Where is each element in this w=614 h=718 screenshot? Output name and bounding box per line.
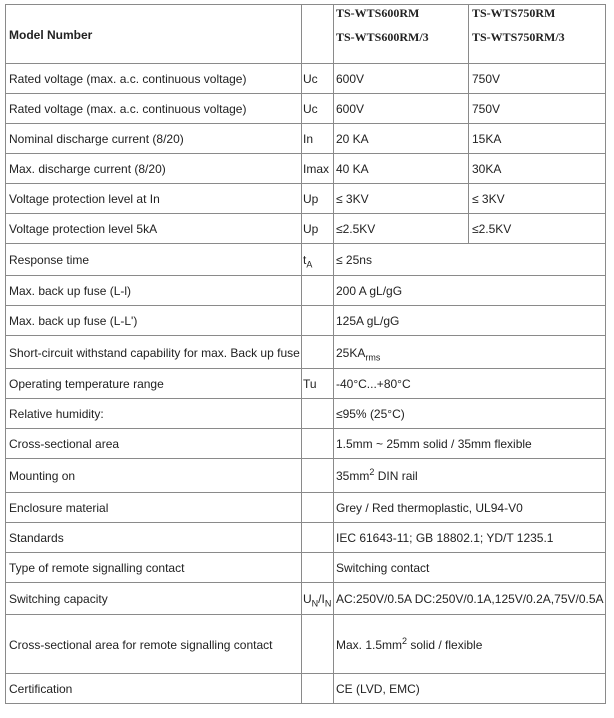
value-cell: ≤ 3KV bbox=[469, 184, 606, 214]
param-cell: Mounting on bbox=[6, 459, 302, 493]
table-row bbox=[6, 214, 606, 244]
model-name: TS-WTS600RM/3 bbox=[336, 30, 429, 44]
table-row bbox=[6, 306, 606, 336]
symbol-cell: In bbox=[302, 124, 334, 154]
param-cell: Certification bbox=[6, 674, 302, 704]
value-cell: ≤ 3KV bbox=[334, 184, 469, 214]
table-row bbox=[6, 154, 606, 184]
value-cell: 600V bbox=[334, 64, 469, 94]
value-sup: 2 bbox=[369, 467, 375, 477]
table-row bbox=[6, 64, 606, 94]
value-cell: CE (LVD, EMC) bbox=[334, 674, 606, 704]
table-row bbox=[6, 336, 606, 369]
table-row bbox=[6, 429, 606, 459]
table-row bbox=[6, 523, 606, 553]
table-row bbox=[6, 674, 606, 704]
value-cell: Grey / Red thermoplastic, UL94-V0 bbox=[334, 493, 606, 523]
value-post: solid / flexible bbox=[407, 637, 483, 652]
value-cell: 125A gL/gG bbox=[334, 306, 606, 336]
symbol-sub: A bbox=[306, 259, 313, 270]
symbol-cell: Up bbox=[302, 214, 334, 244]
symbol-cell bbox=[302, 399, 334, 429]
value-sup: 2 bbox=[402, 635, 408, 646]
symbol-cell: Uc bbox=[302, 64, 334, 94]
symbol-cell bbox=[302, 493, 334, 523]
table-row bbox=[6, 459, 606, 493]
table-row bbox=[6, 94, 606, 124]
value-cell: IEC 61643-11; GB 18802.1; YD/T 1235.1 bbox=[334, 523, 606, 553]
value-main: 25KA bbox=[336, 345, 366, 360]
value-cell: 1.5mm ~ 25mm solid / 35mm flexible bbox=[334, 429, 606, 459]
value-cell bbox=[334, 459, 606, 493]
symbol-cell bbox=[302, 674, 334, 704]
param-cell: Nominal discharge current (8/20) bbox=[6, 124, 302, 154]
value-cell: Switching contact bbox=[334, 553, 606, 583]
symbol-cell: Imax bbox=[302, 154, 334, 184]
table-row bbox=[6, 244, 606, 276]
table-row bbox=[6, 553, 606, 583]
symbol-u: U bbox=[303, 592, 312, 606]
table-row bbox=[6, 369, 606, 399]
value-pre: Max. 1.5mm bbox=[336, 637, 403, 652]
value-cell: AC:250V/0.5A DC:250V/0.1A,125V/0.2A,75V/0.5A bbox=[334, 583, 606, 615]
value-cell: 15KA bbox=[469, 124, 606, 154]
param-cell: Cross-sectional area for remote signalling contact bbox=[6, 615, 302, 674]
model-col-1 bbox=[334, 5, 469, 64]
value-post: DIN rail bbox=[374, 469, 418, 483]
param-cell: Switching capacity bbox=[6, 583, 302, 615]
symbol-cell bbox=[302, 336, 334, 369]
symbol-cell bbox=[302, 429, 334, 459]
param-cell: Operating temperature range bbox=[6, 369, 302, 399]
value-cell: 200 A gL/gG bbox=[334, 276, 606, 306]
value-cell: ≤2.5KV bbox=[469, 214, 606, 244]
value-cell: 30KA bbox=[469, 154, 606, 184]
param-cell: Voltage protection level 5kA bbox=[6, 214, 302, 244]
model-name: TS-WTS600RM bbox=[336, 6, 420, 20]
symbol-sub: N bbox=[324, 598, 332, 609]
model-col-2 bbox=[469, 5, 606, 64]
value-cell bbox=[334, 615, 606, 674]
value-cell: ≤95% (25°C) bbox=[334, 399, 606, 429]
param-cell: Standards bbox=[6, 523, 302, 553]
param-cell: Max. discharge current (8/20) bbox=[6, 154, 302, 184]
param-cell: Relative humidity: bbox=[6, 399, 302, 429]
param-cell: Rated voltage (max. a.c. continuous voltage) bbox=[6, 94, 302, 124]
value-cell: 600V bbox=[334, 94, 469, 124]
model-name: TS-WTS750RM bbox=[472, 6, 556, 20]
value-cell: ≤ 25ns bbox=[334, 244, 606, 276]
param-cell: Max. back up fuse (L-l) bbox=[6, 276, 302, 306]
header-symbol-cell bbox=[302, 5, 334, 64]
symbol-main: t bbox=[303, 253, 307, 267]
table-row bbox=[6, 124, 606, 154]
symbol-cell bbox=[302, 615, 334, 674]
table-row bbox=[6, 615, 606, 674]
table-row bbox=[6, 276, 606, 306]
table-row bbox=[6, 184, 606, 214]
value-pre: 35mm bbox=[336, 469, 370, 483]
param-cell: Cross-sectional area bbox=[6, 429, 302, 459]
symbol-cell bbox=[302, 459, 334, 493]
model-number-label: Model Number bbox=[6, 5, 302, 64]
symbol-cell bbox=[302, 276, 334, 306]
header-row bbox=[6, 5, 606, 64]
symbol-cell bbox=[302, 306, 334, 336]
table-row bbox=[6, 399, 606, 429]
symbol-cell bbox=[302, 244, 334, 276]
param-cell: Rated voltage (max. a.c. continuous voltage) bbox=[6, 64, 302, 94]
table-row bbox=[6, 493, 606, 523]
symbol-sub: N bbox=[311, 598, 319, 609]
symbol-cell bbox=[302, 523, 334, 553]
value-cell: ≤2.5KV bbox=[334, 214, 469, 244]
spec-table bbox=[5, 4, 606, 704]
symbol-cell: Uc bbox=[302, 94, 334, 124]
value-sub: rms bbox=[365, 351, 381, 362]
param-cell: Enclosure material bbox=[6, 493, 302, 523]
value-cell: 750V bbox=[469, 64, 606, 94]
param-cell: Max. back up fuse (L-L') bbox=[6, 306, 302, 336]
param-cell: Type of remote signalling contact bbox=[6, 553, 302, 583]
symbol-slash: /I bbox=[318, 592, 325, 606]
value-cell: 40 KA bbox=[334, 154, 469, 184]
symbol-cell bbox=[302, 583, 334, 615]
symbol-cell bbox=[302, 553, 334, 583]
value-cell: -40°C...+80°C bbox=[334, 369, 606, 399]
model-name: TS-WTS750RM/3 bbox=[472, 30, 565, 44]
table-row bbox=[6, 583, 606, 615]
value-cell bbox=[334, 336, 606, 369]
symbol-cell: Tu bbox=[302, 369, 334, 399]
value-cell: 20 KA bbox=[334, 124, 469, 154]
param-cell: Short-circuit withstand capability for max. Back up fuse bbox=[6, 336, 302, 369]
param-cell: Response time bbox=[6, 244, 302, 276]
param-cell: Voltage protection level at In bbox=[6, 184, 302, 214]
symbol-cell: Up bbox=[302, 184, 334, 214]
value-cell: 750V bbox=[469, 94, 606, 124]
